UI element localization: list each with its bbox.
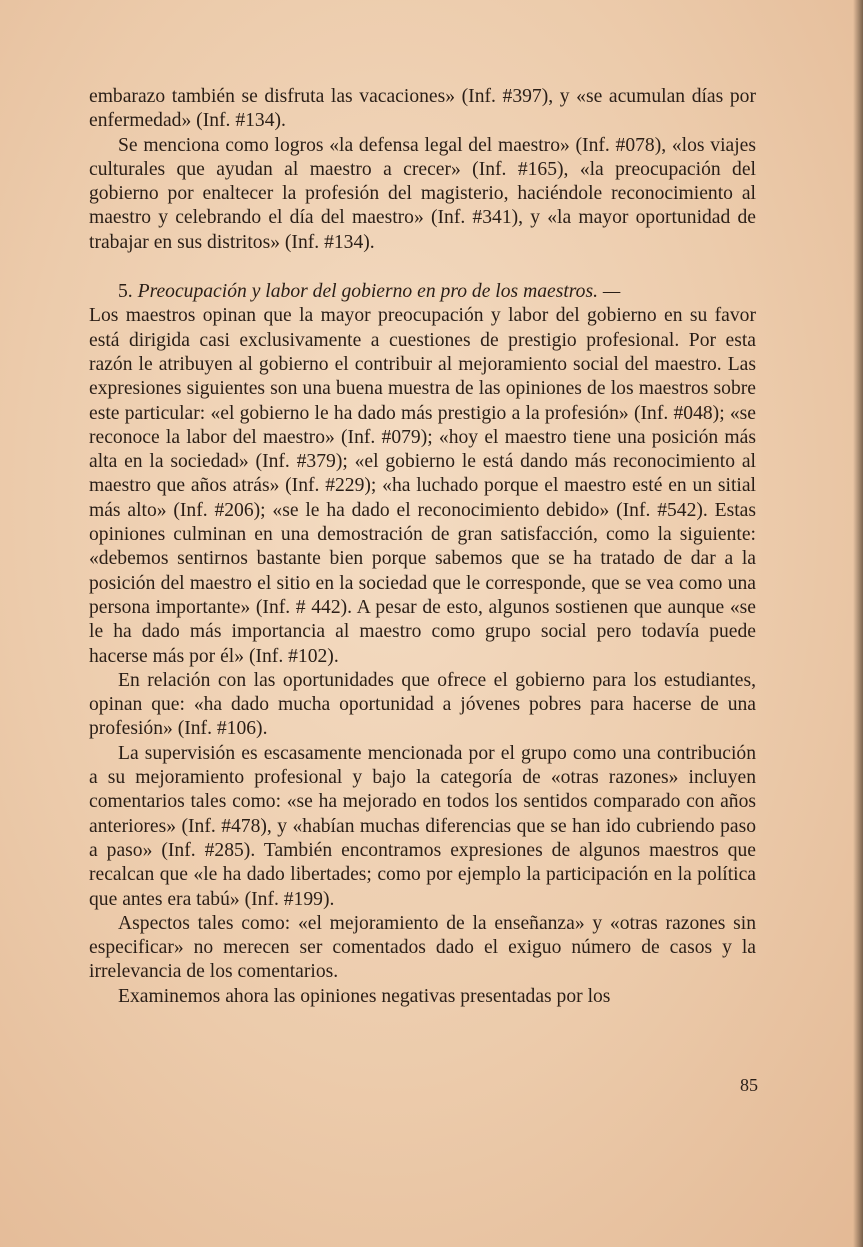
paragraph: En relación con las oportunidades que ofrece el gobierno para los estudiantes, opinan que: «ha dado mucha oportunidad a jóvenes pobres para hacerse de una profesión» (Inf. #106). (89, 669, 756, 740)
section-number: 5. (118, 281, 133, 303)
body-text (89, 85, 756, 1009)
page-number: 85 (740, 1075, 758, 1095)
section-title: Preocupación y labor del gobierno en pro de los maestros. — (137, 281, 621, 303)
section-paragraph (89, 280, 756, 669)
paragraph: Se menciona como logros «la defensa legal del maestro» (Inf. #078), «los viajes culturales que ayudan al maestro a crecer» (Inf. #165), «la preocupación del gobierno por enaltecer la profesión del magisterio, haciéndole reconocimiento al maestro y celebrando el día del maestro» (Inf. #341), y «la mayor oportunidad de trabajar en sus distritos» (Inf. #134). (89, 134, 756, 253)
paragraph: Examinemos ahora las opiniones negativas presentadas por los (118, 985, 611, 1007)
paragraph: embarazo también se disfruta las vacaciones» (Inf. #397), y «se acumulan días por enfermedad» (Inf. #134). (89, 86, 756, 132)
paragraph-body: Los maestros opinan que la mayor preocupación y labor del gobierno en su favor está dirigida casi exclusivamente a cuestiones de prestigio profesional. Por esta razón le atribuyen al gobierno el contribuir al mejoramiento social del maestro. Las expresiones siguientes son una buena muestra de las opiniones de los maestros sobre este particular: «el gobierno le ha dado más prestigio a la profesión» (Inf. #048); «se reconoce la labor del maestro» (Inf. #079); «hoy el maestro tiene una posición más alta en la sociedad» (Inf. #379); «el gobierno le está dando más reconocimiento al maestro que años atrás» (Inf. #229); «ha luchado porque el maestro esté en un sitial más alto» (Inf. #206); «se le ha dado el reconocimiento debido» (Inf. #542). Estas opiniones culminan en una demostración de gran satisfacción, como la siguiente: «debemos sentirnos bastante bien porque sabemos que se ha tratado de dar a la posición del maestro el sitio en la sociedad que le corresponde, que se vea como una persona importante» (Inf. # 442). A pesar de esto, algunos sostienen que aunque «se le ha dado más importancia al maestro como grupo social pero todavía puede hacerse más por él» (Inf. #102). (89, 305, 756, 667)
paragraph: La supervisión es escasamente mencionada por el grupo como una contribución a su mejoramiento profesional y bajo la categoría de «otras razones» incluyen comentarios tales como: «se ha mejorado en todos los sentidos comparado con años anteriores» (Inf. #478), y «habían muchas diferencias que se han ido cubriendo paso a paso» (Inf. #285). También encontramos expresiones de algunos maestros que recalcan que «le ha dado libertades; como por ejemplo la participación en la política que antes era tabú» (Inf. #199). (89, 742, 756, 910)
paragraph: Aspectos tales como: «el mejoramiento de la enseñanza» y «otras razones sin especificar» no merecen ser comentados dado el exiguo número de casos y la irrelevancia de los comentarios. (89, 912, 756, 983)
